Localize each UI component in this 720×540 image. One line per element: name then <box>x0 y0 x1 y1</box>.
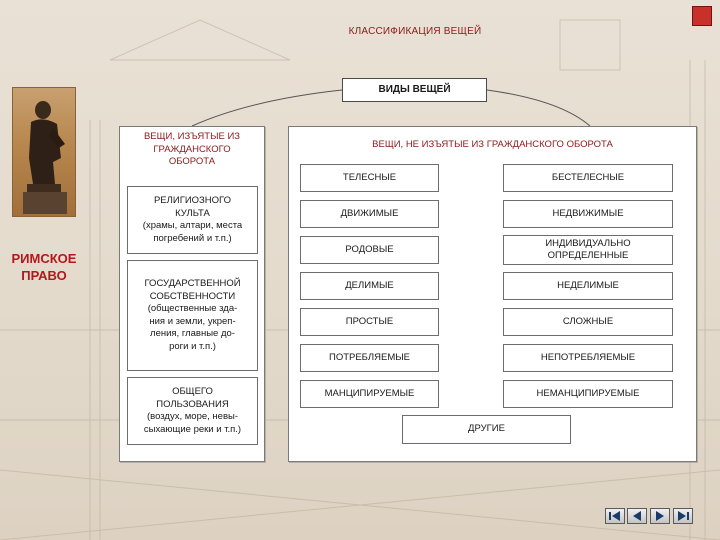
previous-slide-button[interactable] <box>627 508 647 524</box>
tradable-things-heading: ВЕЩИ, НЕ ИЗЪЯТЫЕ ИЗ ГРАЖДАНСКОГО ОБОРОТА <box>372 139 613 150</box>
corporeal-box: ТЕЛЕСНЫЕ <box>300 164 439 192</box>
box-line: ОБЩЕГО <box>172 386 213 397</box>
box-line: ОПРЕДЕЛЕННЫЕ <box>547 250 629 261</box>
consumable-box: ПОТРЕБЛЯЕМЫЕ <box>300 344 439 372</box>
box-line: (общественные зда- <box>147 303 238 314</box>
state-property-box <box>127 260 258 371</box>
page-title: КЛАССИФИКАЦИЯ ВЕЩЕЙ <box>348 26 482 37</box>
box-line: СОБСТВЕННОСТИ <box>149 290 236 302</box>
box-line: ГОСУДАРСТВЕННОЙ <box>144 278 241 289</box>
box-line: ления, главные до- <box>150 328 235 339</box>
mancipi-box: МАНЦИПИРУЕМЫЕ <box>300 380 439 408</box>
box-line: ПОЛЬЗОВАНИЯ <box>156 398 229 410</box>
previous-slide-icon <box>628 509 646 523</box>
box-line: ИНДИВИДУАЛЬНО <box>545 238 631 249</box>
first-slide-button[interactable] <box>605 508 625 524</box>
non-consumable-box: НЕПОТРЕБЛЯЕМЫЕ <box>503 344 673 372</box>
box-line: РЕЛИГИОЗНОГО <box>153 195 232 206</box>
incorporeal-box: БЕСТЕЛЕСНЫЕ <box>503 164 673 192</box>
immovable-box: НЕДВИЖИМЫЕ <box>503 200 673 228</box>
simple-box: ПРОСТЫЕ <box>300 308 439 336</box>
box-line: КУЛЬТА <box>175 207 210 219</box>
withdrawn-things-heading <box>120 131 264 169</box>
generic-box: РОДОВЫЕ <box>300 236 439 264</box>
next-slide-icon <box>651 509 669 523</box>
common-use-box <box>127 377 258 445</box>
other-box: ДРУГИЕ <box>402 415 571 444</box>
heading-line: ВЕЩИ, ИЗЪЯТЫЕ ИЗ <box>143 131 241 142</box>
heading-line: ГРАЖДАНСКОГО <box>153 143 231 155</box>
root-node: ВИДЫ ВЕЩЕЙ <box>342 78 487 102</box>
religious-things-box <box>127 186 258 254</box>
movable-box: ДВИЖИМЫЕ <box>300 200 439 228</box>
box-line: (храмы, алтари, места <box>142 220 243 231</box>
next-slide-button[interactable] <box>650 508 670 524</box>
nec-mancipi-box: НЕМАНЦИПИРУЕМЫЕ <box>503 380 673 408</box>
box-line: ния и земли, укреп- <box>149 315 236 327</box>
section-label-line1: РИМСКОЕ <box>11 251 77 266</box>
box-line: погребений и т.п.) <box>153 232 232 244</box>
indivisible-box: НЕДЕЛИМЫЕ <box>503 272 673 300</box>
divisible-box: ДЕЛИМЫЕ <box>300 272 439 300</box>
box-line: сыхающие реки и т.п.) <box>143 423 242 435</box>
last-slide-icon <box>674 509 692 523</box>
section-label-line2: ПРАВО <box>21 268 67 283</box>
box-line: (воздух, море, невы- <box>147 411 238 422</box>
last-slide-button[interactable] <box>673 508 693 524</box>
first-slide-icon <box>606 509 624 523</box>
complex-box: СЛОЖНЫЕ <box>503 308 673 336</box>
box-line: роги и т.п.) <box>169 340 216 352</box>
individually-defined-box <box>503 235 673 265</box>
heading-line: ОБОРОТА <box>168 156 216 167</box>
